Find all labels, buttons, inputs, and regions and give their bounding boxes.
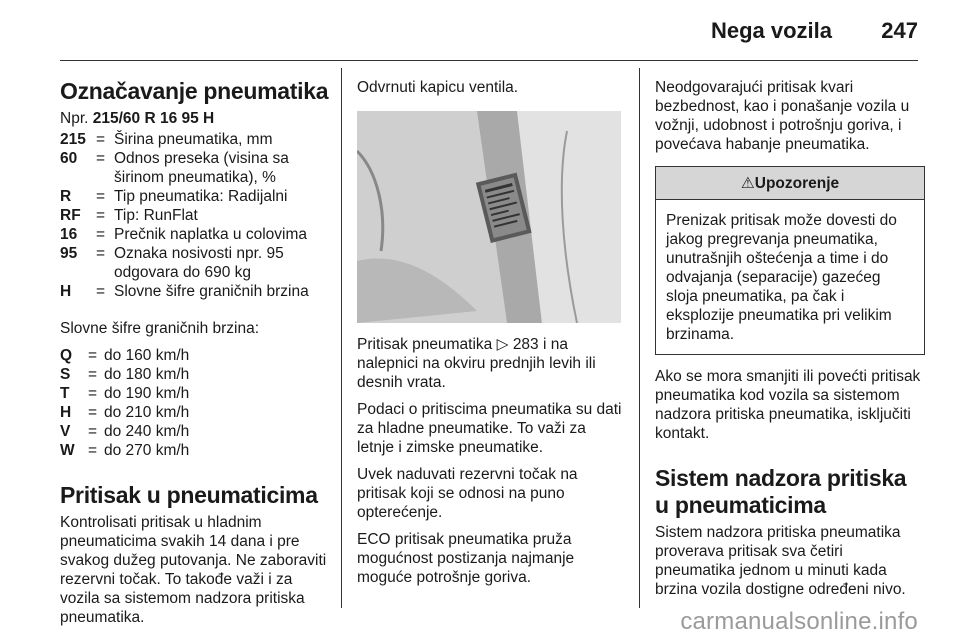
section-heading-tire-pressure: Pritisak u pneumaticima [60,482,318,508]
definition-row-key: H [60,283,72,300]
definition-row-value: Tip pneumatika: Radijalni [114,188,288,205]
definition-row-value: Prečnik naplatka u colovima [114,226,307,243]
definition-row-value: Odnos preseka (visina sa širinom pneumatika), % [114,150,289,186]
pressure-label-text: Pritisak pneumatika ▷ 283 i na nalepnici na okviru prednjih levih ili desnih vrata. [357,336,596,391]
definition-row [60,130,330,149]
definition-row-value: Oznaka nosivosti npr. 95 odgovara do 690 kg [114,245,284,281]
speed-row-key: S [60,366,71,383]
example-prefix: Npr. [60,110,89,127]
tire-example [60,109,330,128]
pressure-adjust-text: Ako se mora smanjiti ili povećti pritisak pneumatika kod vozila sa sistemom nadzora pritiska pneumatika, isključiti kontakt. [655,368,921,442]
reference-arrow-icon: ▷ [496,336,509,353]
column-1 [60,78,330,627]
definition-row-key: 215 [60,131,86,148]
speed-code-list [60,346,189,460]
definition-row [60,149,330,187]
page-number: 247 [881,18,918,43]
definition-row [60,206,330,225]
speed-row [60,384,189,403]
speed-row-value: do 240 km/h [104,423,190,440]
warning-triangle-icon: ⚠ [740,175,755,192]
speed-row-key: V [60,423,71,440]
speed-row-key: W [60,442,75,459]
warning-header [656,167,924,200]
definition-row-value: Tip: RunFlat [114,207,198,224]
definition-row [60,187,330,206]
definition-row-key: 95 [60,245,78,262]
section-heading-tire-marking: Označavanje pneumatika [60,78,329,104]
warning-body: Prenizak pritisak može dovesti do jakog pregrevanja pneumatika, unutrašnjih oštećenja a time i do odvajanja (separacije) gazećeg sloja pneumatika, pa čak i eksplozije pneumatika pri velikim brzinama. [666,212,897,343]
eco-pressure-text: ECO pritisak pneumatika pruža mogućnost postizanja najmanje moguće potrošnje goriva. [357,531,575,586]
speed-row [60,403,189,422]
page-header-title: Nega vozila [710,18,832,43]
definition-row-eq: = [96,188,106,205]
warning-box [655,166,925,355]
speed-row [60,422,189,441]
definition-row-eq: = [96,226,106,243]
pressure-check-text: Kontrolisati pritisak u hladnim pneumaticima svakih 14 dana i pre svakog dužeg putovanja. Ne zaboraviti rezervni točak. To takođe važi i za vozila sa sistemom nadzora pritiska pneumatika. [60,514,327,626]
tire-code-definitions [60,130,330,301]
definition-row-value: Širina pneumatika, mm [114,131,273,148]
speed-row-eq: = [88,423,98,440]
speed-row-eq: = [88,366,98,383]
tpms-description-text: Sistem nadzora pritiska pneumatika proverava pritisak sva četiri pneumatika jednom u minuti kada brzina vozila dostigne određeni nivo. [655,524,906,598]
speed-row [60,441,189,460]
definition-row-key: RF [60,207,81,224]
definition-row-eq: = [96,131,106,148]
definition-row-eq: = [96,207,106,224]
speed-row-eq: = [88,385,98,402]
definition-row-key: 60 [60,150,78,167]
column-2 [357,78,627,587]
warning-title: Upozorenje [754,175,840,192]
speed-row-value: do 160 km/h [104,347,190,364]
column-3 [655,78,925,599]
definition-row-eq: = [96,245,106,262]
definition-row-eq: = [96,150,106,167]
speed-row-value: do 190 km/h [104,385,190,402]
definition-row [60,244,330,282]
definition-row-key: R [60,188,72,205]
speed-row-key: T [60,385,70,402]
speed-row-key: Q [60,347,73,364]
watermark-text: carmanualsonline.info [680,608,918,635]
cold-tire-data-text: Podaci o pritiscima pneumatika su dati za hladne pneumatike. To važi za letnje i zimske pneumatike. [357,401,622,456]
speed-codes-intro: Slovne šifre graničnih brzina: [60,320,260,337]
definition-row [60,225,330,244]
speed-row-eq: = [88,404,98,421]
example-value: 215/60 R 16 95 H [92,110,215,127]
definition-row-key: 16 [60,226,78,243]
spare-wheel-text: Uvek naduvati rezervni točak na pritisak koji se odnosi na puno opterećenje. [357,466,578,521]
speed-row [60,346,189,365]
definition-row [60,282,330,301]
valve-cap-text: Odvrnuti kapicu ventila. [357,79,519,96]
column-divider-1 [341,68,342,608]
speed-row-eq: = [88,442,98,459]
column-divider-2 [639,68,640,608]
speed-row [60,365,189,384]
incorrect-pressure-text: Neodgovarajući pritisak kvari bezbednost, kao i ponašanje vozila u vožnji, udobnost i potrošnju goriva, i povećava habanje pneumatika. [655,79,910,153]
speed-row-value: do 210 km/h [104,404,190,421]
door-pillar-label-photo [357,111,621,323]
header-rule [60,60,918,61]
door-frame-illustration [357,111,621,323]
section-heading-tpms: Sistem nadzora pritiska u pneumaticima [655,465,907,518]
speed-row-value: do 270 km/h [104,442,190,459]
speed-row-value: do 180 km/h [104,366,190,383]
definition-row-eq: = [96,283,106,300]
speed-row-eq: = [88,347,98,364]
speed-row-key: H [60,404,72,421]
definition-row-value: Slovne šifre graničnih brzina [114,283,309,300]
